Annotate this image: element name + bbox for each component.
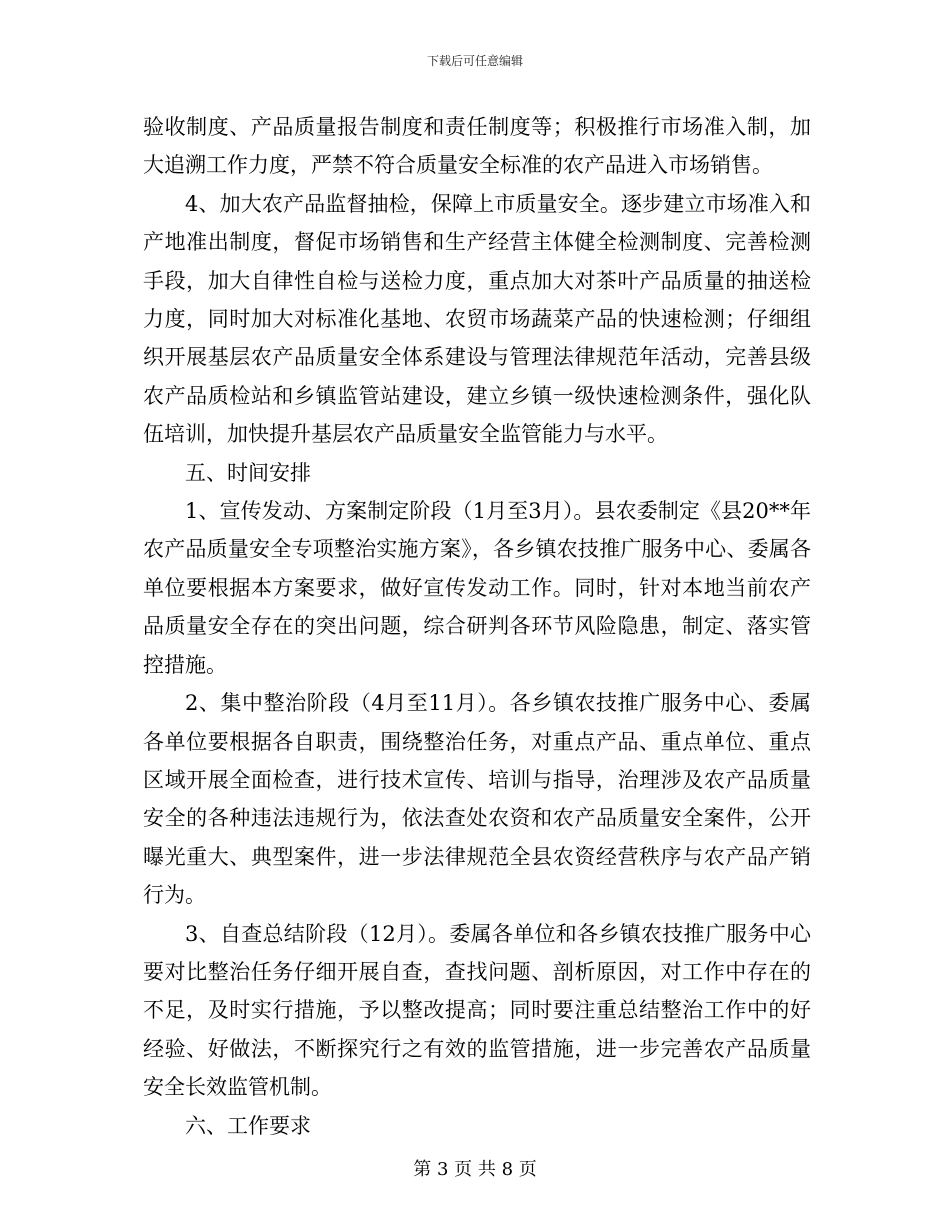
paragraph: 3、自查总结阶段（12月）。委属各单位和各乡镇农技推广服务中心要对比整治任务仔细开展自查，查找问题、剖析原因，对工作中存在的不足，及时实行措施，予以整改提高；同时要注重总结整治工作中的好经验、好做法，不断探究行之有效的监管措施，进一步完善农产品质量安全长效监管机制。 bbox=[143, 921, 811, 1100]
section-heading: 六、工作要求 bbox=[185, 1113, 311, 1138]
paragraph: 1、宣传发动、方案制定阶段（1月至3月）。县农委制定《县20**年农产品质量安全专项整治实施方案》，各乡镇农技推广服务中心、委属各单位要根据本方案要求，做好宣传发动工作。同时，针对本地当前农产品质量安全存在的突出问题，综合研判各环节风险隐患，制定、落实管控措施。 bbox=[143, 499, 811, 677]
paragraph: 验收制度、产品质量报告制度和责任制度等；积极推行市场准入制，加大追溯工作力度，严禁不符合质量安全标准的农产品进入市场销售。 bbox=[143, 115, 811, 178]
document-body bbox=[143, 108, 811, 1145]
paragraph: 4、加大农产品监督抽检，保障上市质量安全。逐步建立市场准入和产地准出制度，督促市场销售和生产经营主体健全检测制度、完善检测手段，加大自律性自检与送检力度，重点加大对茶叶产品质量的抽送检力度，同时加大对标准化基地、农贸市场蔬菜产品的快速检测；仔细组织开展基层农产品质量安全体系建设与管理法律规范年活动，完善县级农产品质检站和乡镇监管站建设，建立乡镇一级快速检测条件，强化队伍培训，加快提升基层农产品质量安全监管能力与水平。 bbox=[143, 191, 811, 447]
page-number-footer: 第 3 页 共 8 页 bbox=[413, 1159, 537, 1180]
section-heading: 五、时间安排 bbox=[185, 460, 311, 485]
page-header: 下载后可任意编辑 bbox=[426, 54, 523, 68]
paragraph: 2、集中整治阶段（4月至11月）。各乡镇农技推广服务中心、委属各单位要根据各自职责，围绕整治任务，对重点产品、重点单位、重点区域开展全面检查，进行技术宣传、培训与指导，治理涉及农产品质量安全的各种违法违规行为，依法查处农资和农产品质量安全案件，公开曝光重大、典型案件，进一步法律规范全县农资经营秩序与农产品产销行为。 bbox=[143, 691, 811, 908]
